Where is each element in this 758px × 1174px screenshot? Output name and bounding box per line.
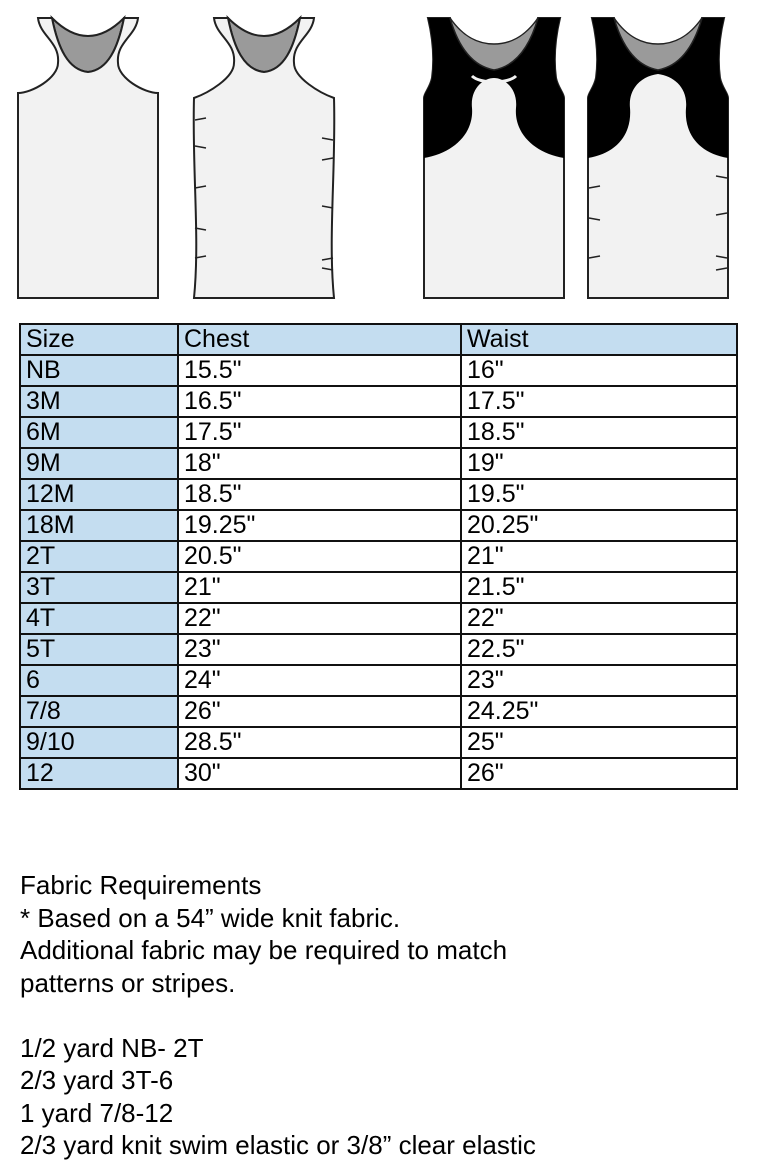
chest-cell: 18" (178, 448, 461, 479)
chest-cell: 21" (178, 572, 461, 603)
size-cell: 5T (20, 634, 178, 665)
fabric-width-note: * Based on a 54” wide knit fabric. (20, 902, 401, 933)
table-header-row (20, 324, 737, 355)
waist-cell: 24.25" (461, 696, 737, 727)
size-cell: 6M (20, 417, 178, 448)
tank-front-view (18, 18, 158, 298)
waist-cell: 22.5" (461, 634, 737, 665)
fabric-requirements-heading: Fabric Requirements (20, 870, 262, 900)
size-cell: 2T (20, 541, 178, 572)
waist-cell: 16" (461, 355, 737, 386)
additional-fabric-note-cont: patterns or stripes. (20, 967, 236, 998)
chest-cell: 30" (178, 758, 461, 789)
column-header-chest: Chest (178, 324, 461, 355)
column-header-waist: Waist (461, 324, 737, 355)
table-row (20, 541, 737, 572)
table-row (20, 696, 737, 727)
chest-cell: 18.5" (178, 479, 461, 510)
table-row (20, 603, 737, 634)
size-cell: 12 (20, 758, 178, 789)
chest-cell: 24" (178, 665, 461, 696)
tank-back-view-gathered (194, 18, 335, 298)
waist-cell: 19" (461, 448, 737, 479)
racerback-back-view-gathered (588, 18, 728, 298)
table-row (20, 758, 737, 789)
chest-cell: 19.25" (178, 510, 461, 541)
chest-cell: 23" (178, 634, 461, 665)
size-cell: 9M (20, 448, 178, 479)
size-cell: 4T (20, 603, 178, 634)
table-row (20, 417, 737, 448)
spacer (20, 999, 750, 1032)
size-cell: 6 (20, 665, 178, 696)
fabric-requirements (20, 869, 750, 1162)
table-row (20, 479, 737, 510)
size-cell: 3M (20, 386, 178, 417)
size-cell: 9/10 (20, 727, 178, 758)
chest-cell: 15.5" (178, 355, 461, 386)
additional-fabric-note: Additional fabric may be required to match (20, 935, 508, 965)
waist-cell: 20.25" (461, 510, 737, 541)
waist-cell: 17.5" (461, 386, 737, 417)
column-header-size: Size (20, 324, 178, 355)
racerback-front-view (424, 18, 564, 298)
chest-cell: 28.5" (178, 727, 461, 758)
chest-cell: 16.5" (178, 386, 461, 417)
chest-cell: 26" (178, 696, 461, 727)
elastic-line: 2/3 yard knit swim elastic or 3/8” clear elastic (20, 1130, 536, 1160)
chest-cell: 22" (178, 603, 461, 634)
table-row (20, 634, 737, 665)
chest-cell: 17.5" (178, 417, 461, 448)
waist-cell: 19.5" (461, 479, 737, 510)
size-cell: NB (20, 355, 178, 386)
yardage-line: 2/3 yard 3T-6 (20, 1065, 174, 1095)
table-row (20, 727, 737, 758)
size-cell: 3T (20, 572, 178, 603)
garment-illustrations (0, 0, 758, 318)
table-row (20, 572, 737, 603)
table-row (20, 510, 737, 541)
waist-cell: 23" (461, 665, 737, 696)
waist-cell: 21" (461, 541, 737, 572)
yardage-line: 1 yard 7/8-12 (20, 1097, 174, 1128)
waist-cell: 22" (461, 603, 737, 634)
waist-cell: 26" (461, 758, 737, 789)
waist-cell: 25" (461, 727, 737, 758)
waist-cell: 21.5" (461, 572, 737, 603)
size-cell: 7/8 (20, 696, 178, 727)
table-row (20, 355, 737, 386)
table-row (20, 386, 737, 417)
table-row (20, 448, 737, 479)
waist-cell: 18.5" (461, 417, 737, 448)
chest-cell: 20.5" (178, 541, 461, 572)
yardage-line: 1/2 yard NB- 2T (20, 1032, 204, 1063)
table-row (20, 665, 737, 696)
size-chart-table (19, 323, 738, 790)
size-cell: 18M (20, 510, 178, 541)
size-cell: 12M (20, 479, 178, 510)
